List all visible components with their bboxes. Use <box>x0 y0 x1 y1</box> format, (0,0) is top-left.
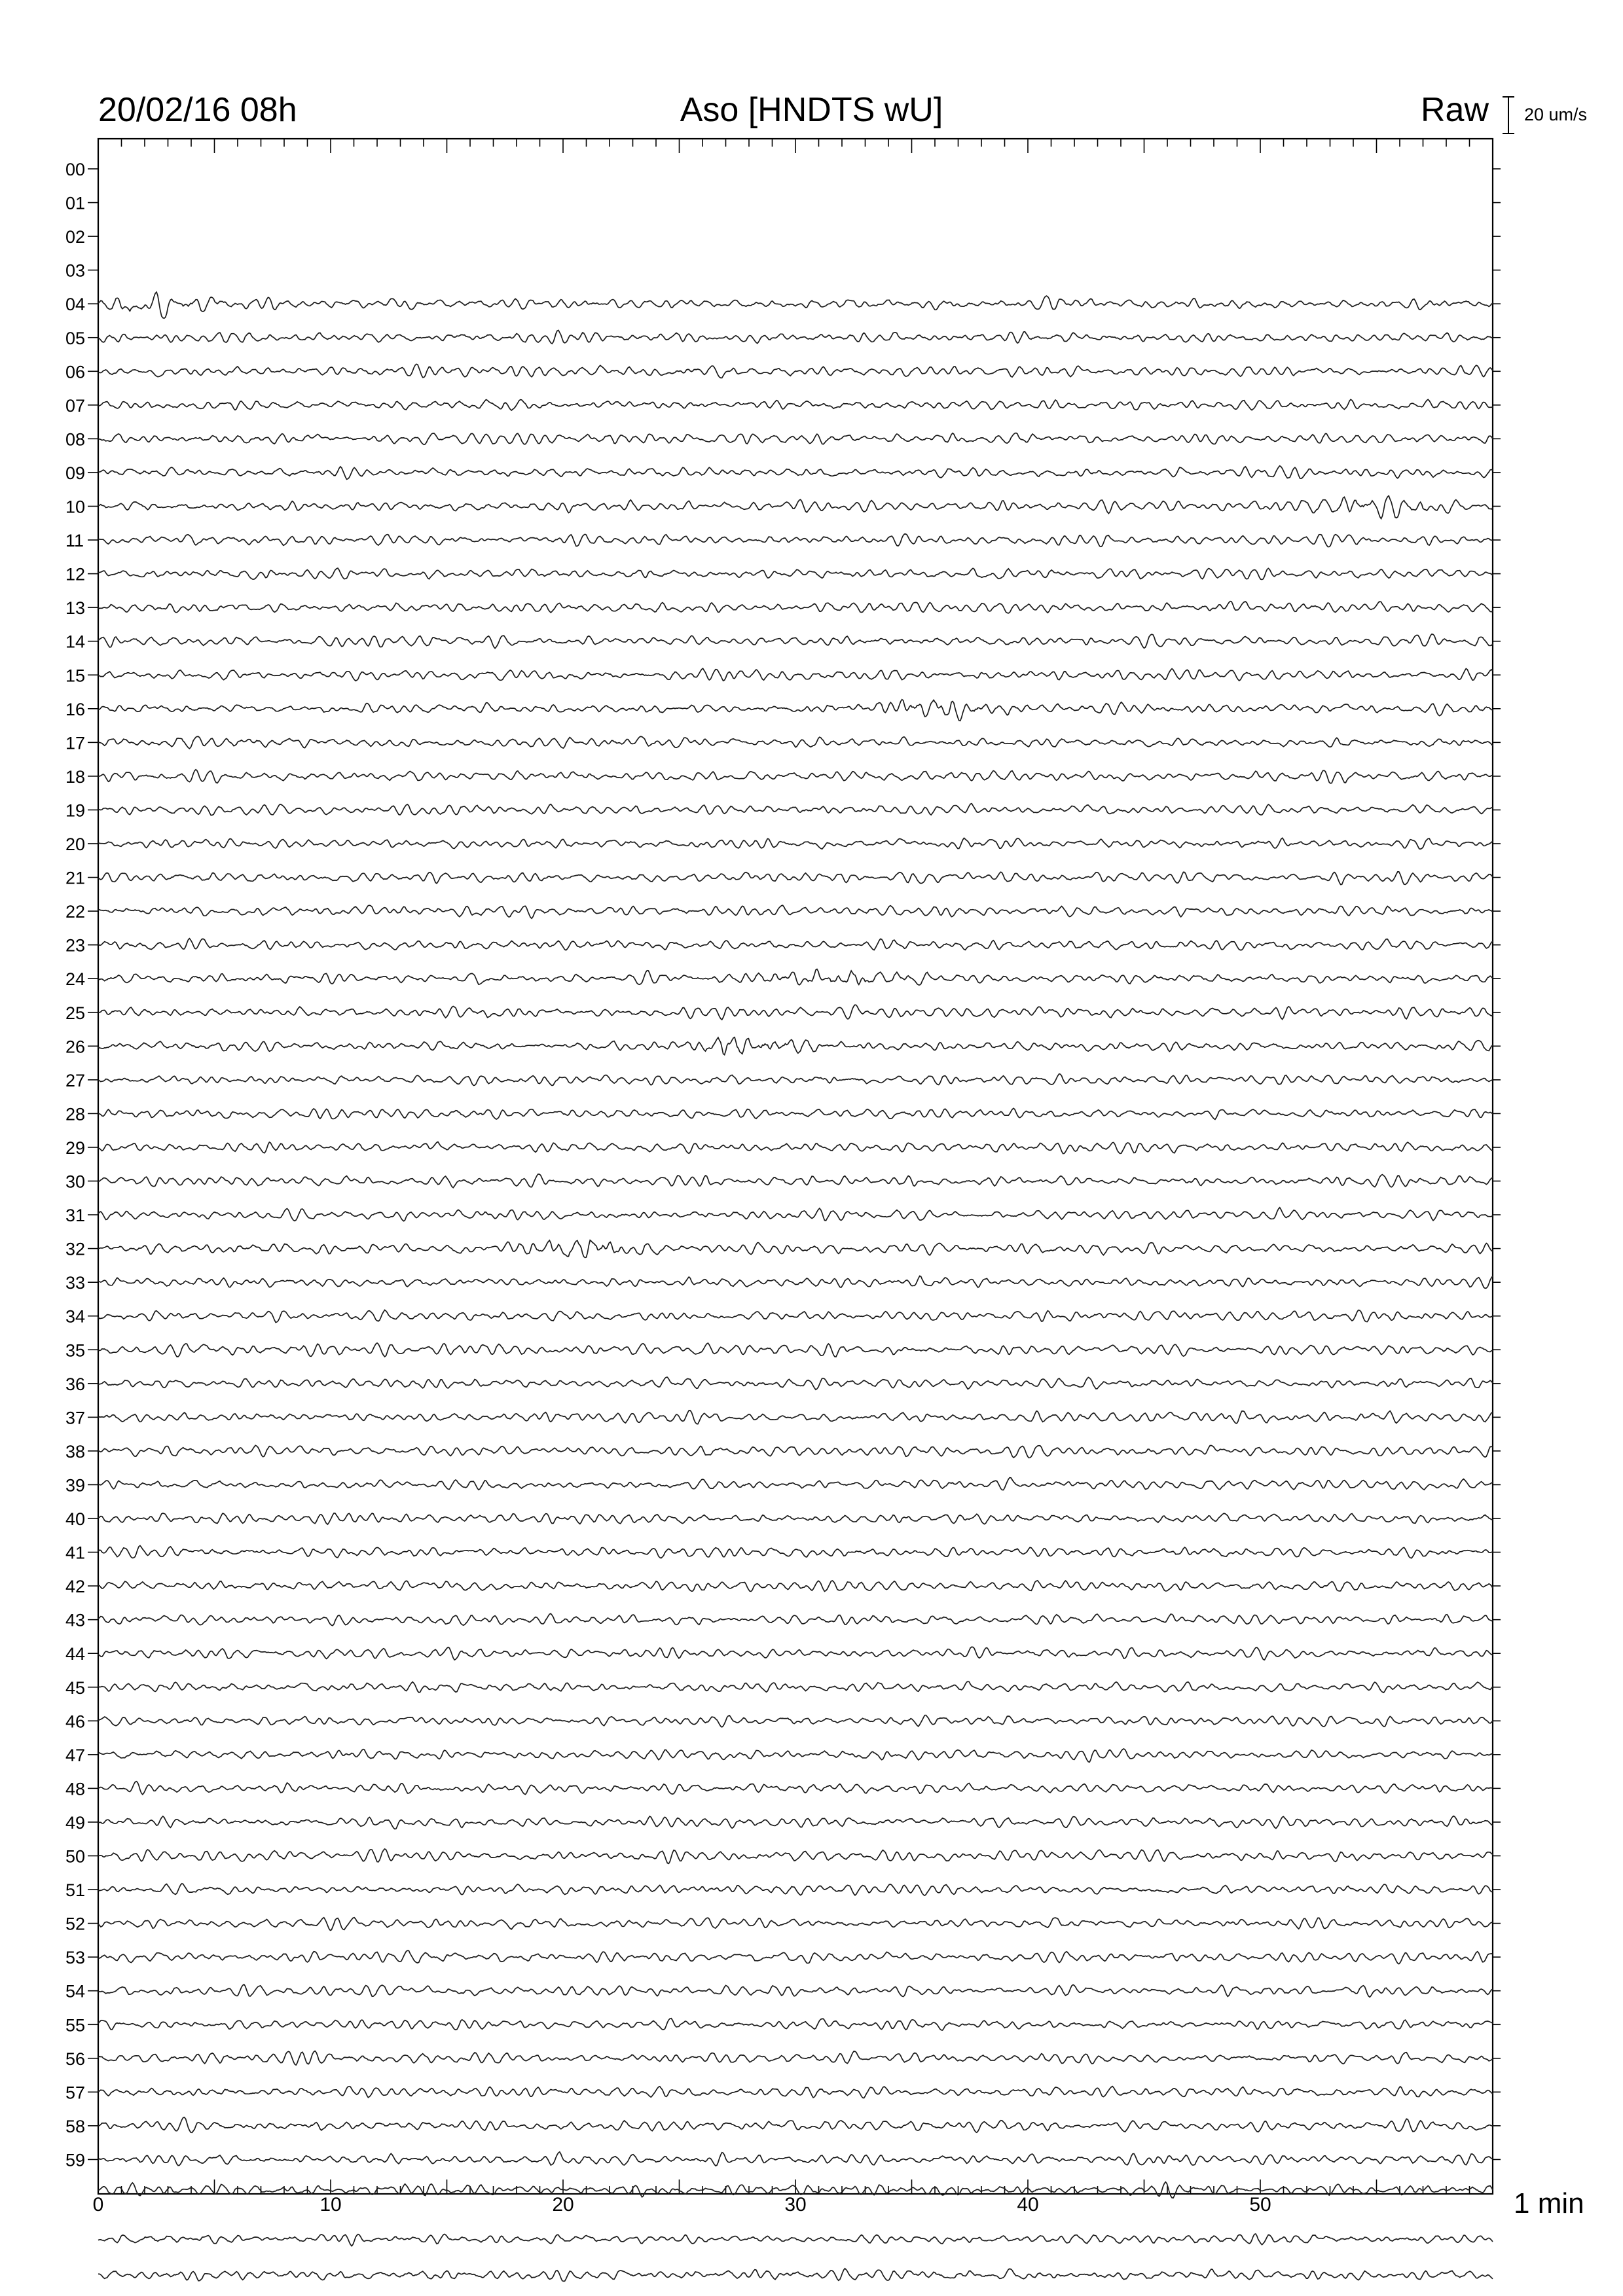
seismic-trace <box>98 939 1493 950</box>
seismic-trace <box>98 1581 1493 1592</box>
row-label: 16 <box>65 699 86 719</box>
row-label: 45 <box>65 1677 86 1698</box>
row-label: 49 <box>65 1812 86 1833</box>
seismic-trace <box>98 2018 1493 2030</box>
seismic-trace <box>98 2117 1493 2132</box>
row-label: 27 <box>65 1070 86 1090</box>
seismic-trace <box>98 700 1493 721</box>
seismic-trace <box>98 1546 1493 1558</box>
seismic-trace <box>98 1749 1493 1762</box>
seismic-trace <box>98 1816 1493 1829</box>
row-label: 19 <box>65 800 86 821</box>
seismic-trace <box>98 292 1493 318</box>
filter-mode: Raw <box>1421 91 1489 129</box>
x-tick-label: 40 <box>1017 2194 1039 2215</box>
seismic-trace <box>98 1984 1493 1997</box>
row-label: 01 <box>65 193 86 213</box>
row-label: 40 <box>65 1509 86 1529</box>
row-label: 53 <box>65 1948 86 1968</box>
plot-frame <box>98 139 1493 2194</box>
x-tick-label: 0 <box>92 2194 104 2215</box>
seismic-trace <box>98 1108 1493 1119</box>
seismic-trace <box>98 1782 1493 1795</box>
seismic-trace <box>98 1445 1493 1458</box>
row-label: 43 <box>65 1610 86 1630</box>
seismic-trace <box>98 433 1493 445</box>
row-label: 05 <box>65 328 86 348</box>
row-label: 18 <box>65 766 86 787</box>
seismic-trace <box>98 1240 1493 1258</box>
seismic-trace <box>98 1715 1493 1727</box>
row-label: 20 <box>65 834 86 854</box>
seismic-trace <box>98 1074 1493 1086</box>
row-label: 55 <box>65 2015 86 2036</box>
row-label: 24 <box>65 969 86 990</box>
row-label: 32 <box>65 1239 86 1259</box>
row-label: 21 <box>65 868 86 888</box>
seismic-trace <box>98 1647 1493 1660</box>
seismic-trace <box>98 668 1493 681</box>
row-label: 10 <box>65 497 86 517</box>
seismic-trace <box>98 1208 1493 1221</box>
row-label: 33 <box>65 1273 86 1293</box>
seismic-trace <box>98 1343 1493 1357</box>
seismic-trace <box>98 736 1493 749</box>
row-label: 39 <box>65 1475 86 1496</box>
row-label: 04 <box>65 295 86 315</box>
x-tick-label: 10 <box>319 2194 342 2215</box>
station-title: Aso [HNDTS wU] <box>680 91 943 129</box>
x-tick-label: 20 <box>552 2194 574 2215</box>
seismic-trace <box>98 466 1493 480</box>
seismic-trace <box>98 1681 1493 1693</box>
row-label: 36 <box>65 1374 86 1394</box>
row-label: 03 <box>65 260 86 281</box>
row-label: 22 <box>65 902 86 922</box>
row-label: 09 <box>65 463 86 483</box>
seismic-trace <box>98 568 1493 579</box>
seismic-trace <box>98 1310 1493 1323</box>
row-label: 06 <box>65 362 86 382</box>
seismic-trace <box>98 804 1493 816</box>
row-label: 34 <box>65 1306 86 1327</box>
amplitude-scale-label: 20 um/s <box>1524 105 1588 124</box>
row-label: 17 <box>65 733 86 753</box>
seismic-trace <box>98 1613 1493 1625</box>
row-label: 26 <box>65 1037 86 1057</box>
row-label: 47 <box>65 1745 86 1765</box>
row-label: 23 <box>65 935 86 956</box>
seismic-trace <box>98 1918 1493 1931</box>
seismic-trace <box>98 1005 1493 1020</box>
row-label: 25 <box>65 1003 86 1023</box>
row-label: 52 <box>65 1914 86 1934</box>
seismic-trace <box>98 1849 1493 1863</box>
seismic-trace <box>98 2087 1493 2098</box>
row-label: 14 <box>65 632 86 652</box>
seismic-trace <box>98 634 1493 649</box>
seismic-trace <box>98 1377 1493 1390</box>
seismic-trace <box>98 1950 1493 1964</box>
row-label: 11 <box>65 531 84 551</box>
seismic-trace <box>98 1478 1493 1490</box>
row-label: 31 <box>65 1206 86 1226</box>
row-label: 07 <box>65 395 86 416</box>
row-label: 29 <box>65 1138 86 1158</box>
row-label: 15 <box>65 666 86 686</box>
x-axis-unit-label: 1 min <box>1514 2187 1584 2219</box>
seismic-trace <box>98 770 1493 783</box>
row-label: 42 <box>65 1577 86 1597</box>
seismic-trace <box>98 364 1493 378</box>
row-label: 12 <box>65 564 86 584</box>
row-label: 30 <box>65 1172 86 1192</box>
row-label: 51 <box>65 1880 86 1901</box>
x-tick-label: 50 <box>1249 2194 1271 2215</box>
row-label: 57 <box>65 2083 86 2103</box>
seismic-trace <box>98 496 1493 519</box>
seismic-trace <box>98 1276 1493 1289</box>
seismic-trace <box>98 872 1493 885</box>
seismic-trace <box>98 1410 1493 1424</box>
row-label: 56 <box>65 2049 86 2069</box>
row-label: 41 <box>65 1543 86 1563</box>
row-label: 59 <box>65 2150 86 2170</box>
seismic-trace <box>98 905 1493 918</box>
seismic-trace-overflow <box>98 2234 1493 2246</box>
row-label: 54 <box>65 1981 86 2001</box>
row-label: 02 <box>65 227 86 247</box>
row-label: 08 <box>65 429 86 450</box>
seismic-trace <box>98 2051 1493 2066</box>
row-label: 38 <box>65 1441 86 1462</box>
seismic-trace <box>98 1884 1493 1895</box>
seismic-trace <box>98 331 1493 344</box>
row-label: 58 <box>65 2116 86 2136</box>
start-datetime: 20/02/16 08h <box>98 91 297 129</box>
seismic-trace <box>98 601 1493 613</box>
seismic-trace <box>98 1142 1493 1154</box>
row-label: 35 <box>65 1340 86 1361</box>
seismic-trace <box>98 838 1493 849</box>
row-label: 46 <box>65 1712 86 1732</box>
row-label: 44 <box>65 1644 86 1664</box>
x-tick-label: 30 <box>784 2194 807 2215</box>
seismic-trace <box>98 399 1493 410</box>
row-label: 13 <box>65 598 86 619</box>
seismic-trace <box>98 1513 1493 1524</box>
seismic-trace <box>98 1174 1493 1188</box>
seismic-trace <box>98 2152 1493 2166</box>
seismic-trace <box>98 1037 1493 1055</box>
seismic-trace <box>98 969 1493 985</box>
row-label: 50 <box>65 1846 86 1867</box>
row-label: 28 <box>65 1104 86 1124</box>
row-label: 48 <box>65 1779 86 1799</box>
row-label: 37 <box>65 1408 86 1428</box>
row-label: 00 <box>65 160 86 179</box>
seismic-trace <box>98 534 1493 547</box>
seismic-trace-overflow <box>98 2269 1493 2282</box>
